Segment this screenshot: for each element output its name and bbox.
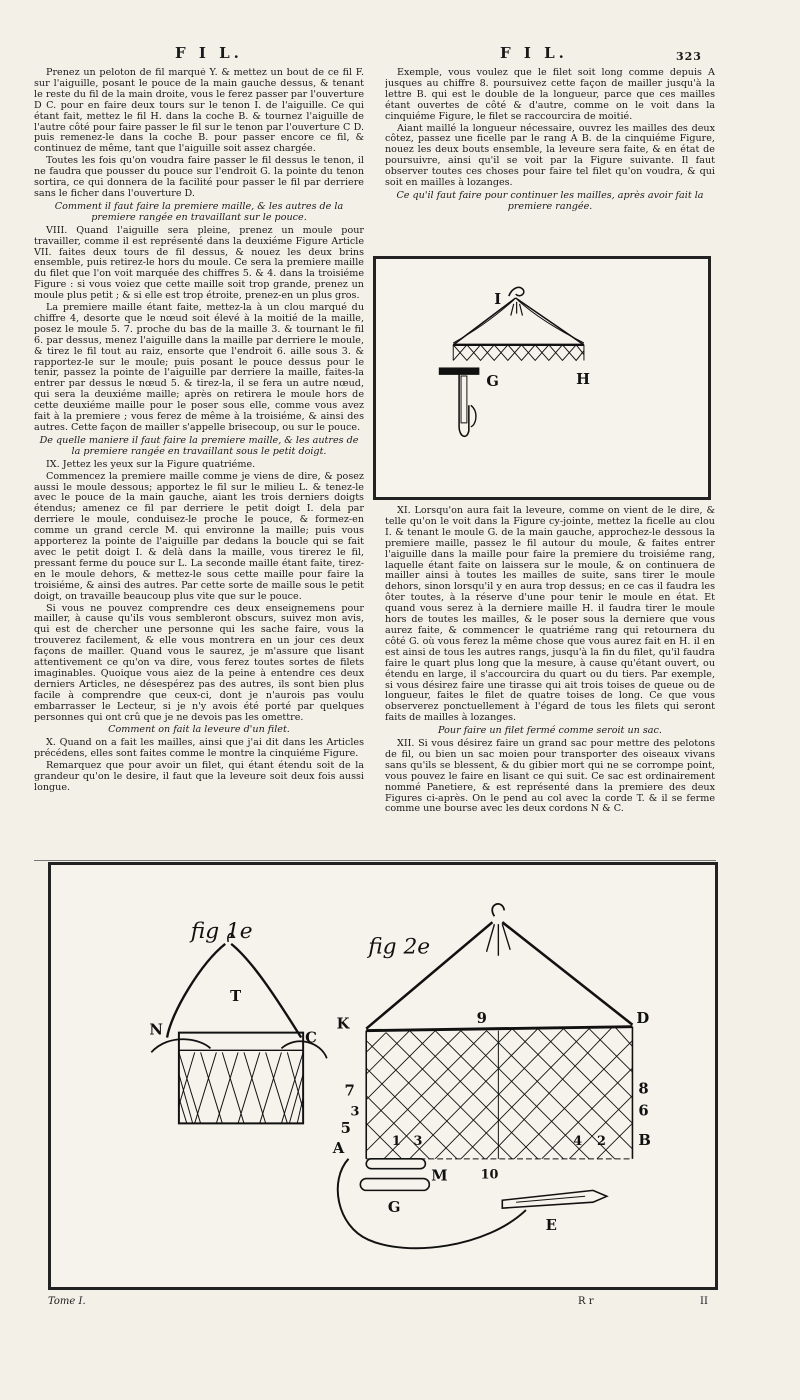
- figure-leveure-drawing: [376, 259, 708, 497]
- footer-gathering: II: [700, 1296, 708, 1307]
- paragraph: Prenez un peloton de fil marqué Y. & mettez un bout de ce fil F. sur l'aiguille, posant le pouce de la main gauche dessus, & tenant le reste du fil de la main droite, vous le ferez passer par l'ouverture D C. pour en faire deux tours sur le tenon I. de l'aiguille. Ce qui étant fait, mettez le fil H. dans la coche B. & tournez l'aiguille de l'autre côté pour faire passer le fil sur le tenon par l'ouverture C D. puis remenez-le dans la coche B. pour passer encore ce fil, & continuez de même, tant que l'aiguille soit assez chargée.: [34, 68, 364, 155]
- mesh-stick: [440, 368, 479, 374]
- label-g: G: [486, 372, 499, 390]
- paragraph: X. Quand on a fait les mailles, ainsi que j'ai dit dans les Articles précédens, elles sont faites comme le montre la cinquiéme Figure.: [34, 737, 364, 760]
- figure-sac-engraving: [48, 862, 718, 1290]
- figure-sac-drawing: [51, 865, 715, 1287]
- running-head-right: F I L.: [500, 44, 568, 62]
- hanging-knot: [492, 904, 504, 916]
- label-d: D: [636, 1009, 650, 1027]
- net-mesh: [366, 1027, 632, 1159]
- section-heading: De quelle maniere il faut faire la premiere maille, & les autres de la premiere rangée en travaillant sous le petit doigt.: [39, 434, 359, 457]
- paragraph: Aiant maillé la longueur nécessaire, ouvrez les mailles des deux côtez, passez une ficelle par le rang A B. de la cinquiéme Figure, nouez les deux bouts ensemble, la leveure sera faite, & en état de poursuivre, ainsi qu'il se voit par la Figure suivante. Il faut observer toutes ces choses pour faire tel filet qu'on voudra, & qui soit en mailles à lozanges.: [385, 122, 715, 189]
- paragraph: Remarquez que pour avoir un filet, qui étant étendu soit de la grandeur qu'on le desire, il faut que la leveure soit deux fois aussi longue.: [34, 760, 364, 793]
- label-g-large: G: [387, 1199, 401, 1217]
- running-head-left: F I L.: [175, 44, 243, 62]
- label-n: N: [149, 1021, 163, 1039]
- rule-divider: [34, 860, 716, 861]
- paragraph: Exemple, vous voulez que le filet soit long comme depuis A jusques au chiffre 8. poursuivez cette façon de mailler jusqu'à la lettre B. qui est le double de la longueur, parce que ces mailles étant ouvertes de côté & d'autre, comme on le voit dans la cinquiéme Figure, le filet se raccourcira de moitié.: [385, 68, 715, 122]
- label-e: E: [545, 1216, 557, 1234]
- label-6: 6: [638, 1102, 649, 1120]
- label-t: T: [230, 988, 242, 1006]
- footer-signature: R r: [578, 1296, 594, 1307]
- label-5: 5: [340, 1120, 351, 1138]
- cord-d: [502, 922, 632, 1025]
- paragraph: Commencez la premiere maille comme je viens de dire, & posez aussi le moule dessous; apportez le fil sur le milieu L. & tenez-le avec le pouce de la main gauche, aiant les trois derniers doigts étendus; amenez ce fil par derriere le petit doigt I. dela par derriere le moule, conduisez-le proche le pouce, & formez-en comme un grand cercle M. qui environne la maille; puis vous apporterez la pointe de l'aiguille par dedans la boucle qui se fait avec le petit doigt I. & delà dans la maille, vous tirerez le fil, pressant ferme du pouce sur L. La seconde maille étant faite, tirez-en le moule dehors, & mettez-le sous cette maille pour faire la troisiéme, & ainsi des autres. Par cette sorte de maille sous le petit doigt, on travaille beaucoup plus vite que sur le pouce.: [34, 470, 364, 602]
- paragraph: Si vous ne pouvez comprendre ces deux enseignemens pour mailler, à cause qu'ils vous sembleront obscurs, suivez mon avis, qui est de chercher une personne qui les sache faire, vous la trouverez facilement, & elle vous montrera en un jour ces deux façons de mailler. Quand vous le saurez, je m'assure que lisant attentivement ce qu'on va dire, vous ferez toutes sortes de filets imaginables. Quoique vous aiez de la peine à entendre ces deux derniers Articles, ne désespérez pas des autres, ils sont bien plus facile à comprendre que ceux-ci, dont je n'aurois pas voulu embarrasser le Lecteur, si je n'y avois été porté par quelques personnes qui ont crû que je ne devois pas les omettre.: [34, 602, 364, 723]
- mesh-stick-m: [366, 1159, 425, 1169]
- label-1: 1: [391, 1134, 401, 1150]
- page-number: 323: [676, 50, 702, 63]
- net-top-bar: [366, 1027, 632, 1031]
- label-8: 8: [638, 1080, 649, 1098]
- label-a: A: [332, 1139, 345, 1157]
- figure-leveure-engraving: [373, 256, 711, 500]
- label-10: 10: [480, 1167, 499, 1183]
- section-heading: Ce qu'il faut faire pour continuer les mailles, après avoir fait la premiere rangée.: [396, 189, 704, 212]
- label-i: I: [494, 290, 502, 308]
- label-b: B: [638, 1132, 651, 1150]
- paragraph: XII. Si vous désirez faire un grand sac pour mettre des pelotons de fil, ou bien un sac moien pour transporter des oiseaux vivans sans qu'ils se blessent, & du gibier mort qui ne se corrompe point, vous pouvez le faire en lisant ce qui suit. Ce sac est ordinairement nommé Panetiere, & est représenté dans la premiere des deux Figures ci-après. On le pend au col avec la corde T. & il se ferme comme une bourse avec les deux cordons N & C.: [385, 738, 715, 815]
- label-h: H: [576, 370, 590, 388]
- section-heading: Comment il faut faire la premiere maille, & les autres de la premiere rangée en travaillant sur le pouce.: [54, 200, 344, 223]
- fig2-title: fig 2e: [368, 934, 431, 960]
- mesh-stick-g: [360, 1179, 429, 1191]
- label-m: M: [431, 1167, 448, 1185]
- label-9: 9: [476, 1009, 487, 1027]
- paragraph: Toutes les fois qu'on voudra faire passer le fil dessus le tenon, il ne faudra que pousser du pouce sur l'endroit G. la pointe du tenon sortira, ce qui donnera de la facilité pour passer le fil par derriere sans le ficher dans l'ouverture D.: [34, 155, 364, 199]
- label-k: K: [336, 1015, 350, 1033]
- label-4: 4: [573, 1134, 583, 1150]
- bag-drawstrings: [151, 1039, 327, 1058]
- section-heading: Pour faire un filet fermé comme seroit un sac.: [438, 725, 662, 737]
- footer-volume: Tome I.: [48, 1296, 86, 1307]
- label-7: 7: [344, 1082, 355, 1100]
- label-c: C: [305, 1029, 317, 1047]
- label-3-left: 3: [350, 1104, 360, 1120]
- label-3: 3: [413, 1134, 423, 1150]
- label-2: 2: [596, 1134, 606, 1150]
- right-text-column-top: [385, 68, 715, 250]
- paragraph: IX. Jettez les yeux sur la Figure quatriéme.: [46, 458, 256, 470]
- fig1-title: fig 1e: [190, 918, 253, 944]
- netting-needle: [459, 374, 469, 436]
- paragraph: XI. Lorsqu'on aura fait la leveure, comme on vient de le dire, & telle qu'on le voit dans la Figure cy-jointe, mettez la ficelle au clou I. & tenant le moule G. de la main gauche, approchez-le dessous la premiere maille, passez le fil autour du moule, & faites entrer l'aiguille dans la maille pour faire la premiere du troisiéme rang, laquelle étant faite on laissera sur le moule, & on continuera de mailler ainsi à toutes les mailles de suite, sans tirer le moule dehors, sinon lorsqu'il y en aura trop dessus; en ce cas il faudra les ôter toutes, à la réserve d'une pour tenir le moule en état. Et quand vous serez à la derniere maille H. il faudra tirer le moule hors de toutes les mailles, & le poser sous la derniere que vous aurez faite, & commencer le quatriéme rang qui retournera du côté G. où vous ferez la même chose que vous aurez fait en H. il en est ainsi de tous les autres rangs, jusqu'à la fin du filet, qu'il faudra faire le quart plus long que la mesure, à cause qu'étant ouvert, ou étendu en large, il s'accourcira du quart ou du tiers. Par exemple, si vous désirez faire une tirasse qui ait trois toises de queue ou de longueur, faites le filet de quatre toises de long. Ce que vous observerez ponctuellement à l'égard de tous les filets qui seront faits de mailles à lozanges.: [385, 506, 715, 724]
- section-heading: Comment on fait la leveure d'un filet.: [108, 724, 290, 736]
- left-text-column: [34, 68, 364, 860]
- nail-hook: [509, 287, 524, 296]
- paragraph: VIII. Quand l'aiguille sera pleine, prenez un moule pour travailler, comme il est représenté dans la deuxiéme Figure Article VII. faites deux tours de fil dessus, & nouez les deux brins ensemble, puis retirez-le hors du moule. Ce sera la premiere maille du filet que l'on voit marquée des chiffres 5. & 4. dans la troisiéme Figure : si vous voiez que cette maille soit trop grande, prenez un moule plus petit ; & si elle est trop étroite, prenez-en un plus gros.: [34, 224, 364, 302]
- paragraph: La premiere maille étant faite, mettez-la à un clou marqué du chiffre 4, desorte que le nœud soit élevé à la moitié de la maille, posez le moule 5. 7. proche du bas de la maille 3. & tournant le fil 6. par dessus, menez l'aiguille dans la maille par derriere le moule, & tirez le fil tout au raiz, ensorte que l'endroit 6. aille sous 3. & rapportez-le sur le moule; puis posant le pouce dessus pour le tenir, passez la pointe de l'aiguille par derriere la maille, faites-la entrer par dessus le nœud 5. & tirez-la, il se fera un autre nœud, qui sera la deuxiéme maille; après on retirera le moule hors de cette deuxiéme maille pour le poser sous elle, comme vous avez fait à la premiere ; vous ferez de même à la troisiéme, & ainsi des autres. Cette façon de mailler s'appelle brisecoup, ou sur le pouce.: [34, 302, 364, 433]
- right-text-column-bottom: [385, 506, 715, 858]
